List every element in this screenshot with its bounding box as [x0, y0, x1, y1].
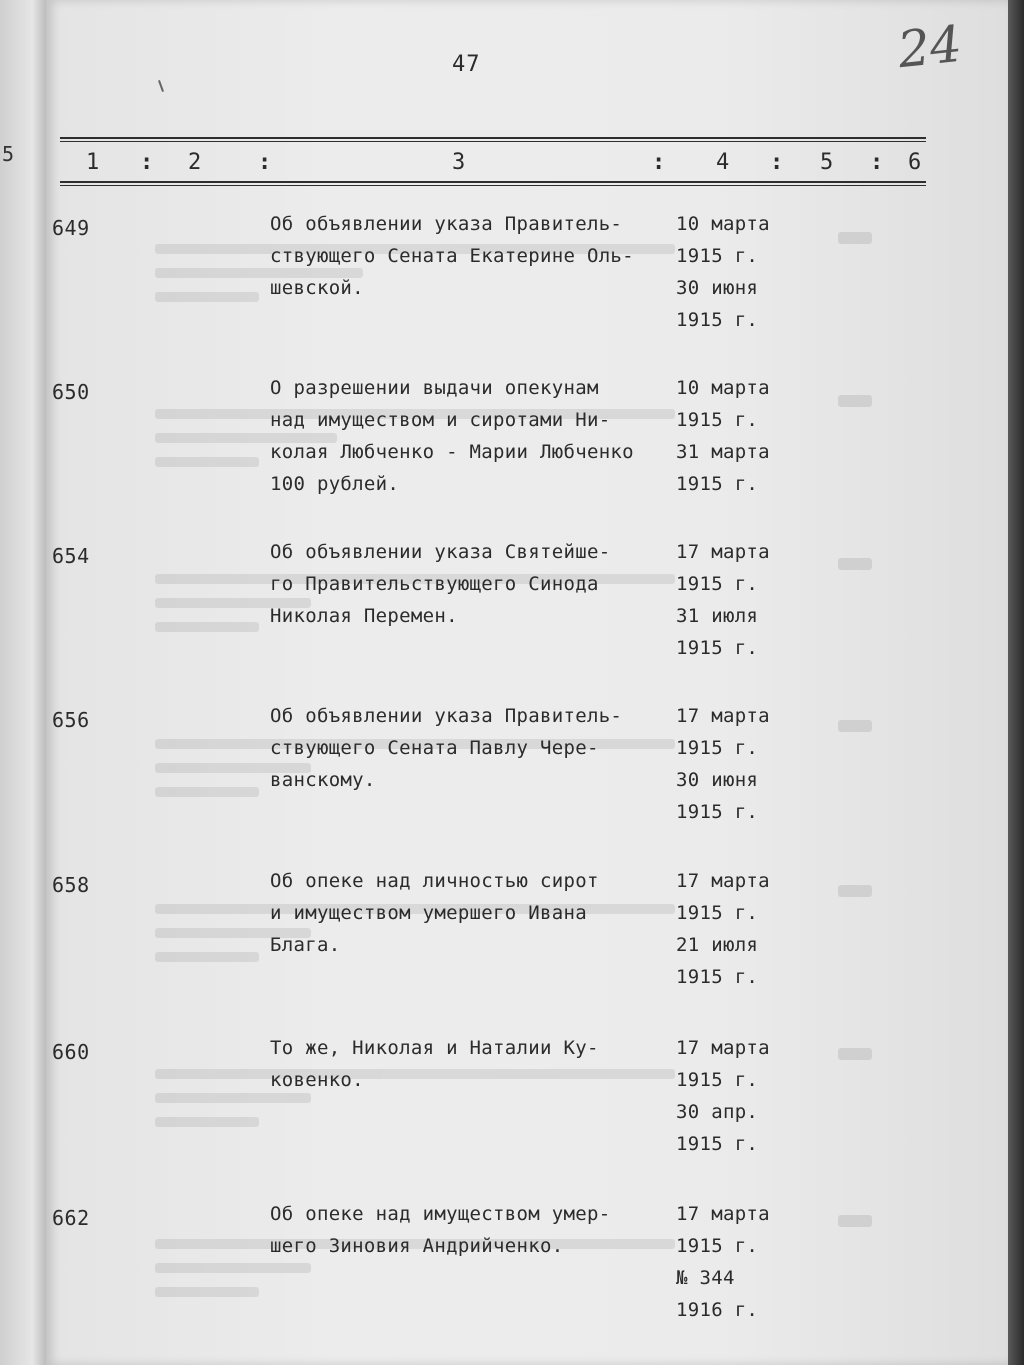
entry-dates: 17 марта 1915 г. 30 апр. 1915 г. — [676, 1037, 770, 1155]
entry-description: Об опеке над личностью сирот и имуществом умершего Ивана Блага. — [270, 870, 599, 956]
bleed-through-number — [838, 1215, 872, 1227]
entry-dates: 10 марта 1915 г. 31 марта 1915 г. — [676, 377, 770, 495]
archive-folio-number: 24 — [895, 14, 965, 80]
entry-dates: 17 марта 1915 г. 21 июля 1915 г. — [676, 870, 770, 988]
column-header-4: 4 — [716, 150, 730, 175]
document-page — [46, 0, 1008, 1365]
column-separator: : — [258, 150, 272, 175]
column-header-1: 1 — [86, 150, 100, 175]
entry-number: 649 — [52, 216, 90, 240]
bleed-through-number — [838, 1048, 872, 1060]
column-separator: : — [870, 150, 884, 175]
entry-number: 650 — [52, 380, 90, 404]
entry-dates: 10 марта 1915 г. 30 июня 1915 г. — [676, 213, 770, 331]
column-header-6: 6 — [908, 150, 922, 175]
left-page-number: 5 — [2, 142, 15, 166]
entry-dates: 17 марта 1915 г. 30 июня 1915 г. — [676, 705, 770, 823]
entry-description: О разрешении выдачи опекунам над имуществом и сиротами Ни- колая Любченко - Марии Любченко 100 рублей. — [270, 377, 634, 495]
entry-number: 656 — [52, 708, 90, 732]
entry-dates: 17 марта 1915 г. № 344 1916 г. — [676, 1203, 770, 1321]
bleed-through-number — [838, 232, 872, 244]
bleed-through-number — [838, 558, 872, 570]
left-page-edge — [0, 0, 46, 1365]
entry-dates: 17 марта 1915 г. 31 июля 1915 г. — [676, 541, 770, 659]
header-rule-top — [60, 137, 926, 139]
page-number: 47 — [452, 52, 481, 77]
entry-description: Об объявлении указа Правитель- ствующего Сената Екатерине Оль- шевской. — [270, 213, 634, 299]
header-rule-bottom-thin — [60, 185, 926, 186]
entry-description: То же, Николая и Наталии Ку- ковенко. — [270, 1037, 599, 1091]
bleed-through-number — [838, 395, 872, 407]
bleed-through-number — [838, 885, 872, 897]
column-header-5: 5 — [820, 150, 834, 175]
column-header-2: 2 — [188, 150, 202, 175]
entry-number: 662 — [52, 1206, 90, 1230]
entry-number: 658 — [52, 873, 90, 897]
entry-number: 660 — [52, 1040, 90, 1064]
entry-number: 654 — [52, 544, 90, 568]
entry-description: Об опеке над имуществом умер- шего Зиновия Андрийченко. — [270, 1203, 611, 1257]
entry-description: Об объявлении указа Святейше- го Правительствующего Синода Николая Перемен. — [270, 541, 611, 627]
header-rule-bottom — [60, 181, 926, 183]
bleed-through-number — [838, 720, 872, 732]
column-header-3: 3 — [452, 150, 466, 175]
column-separator: : — [652, 150, 666, 175]
column-separator: : — [140, 150, 154, 175]
right-page-edge — [1008, 0, 1024, 1365]
header-rule-top-thin — [60, 141, 926, 142]
entry-description: Об объявлении указа Правитель- ствующего Сената Павлу Чере- ванскому. — [270, 705, 623, 791]
column-separator: : — [770, 150, 784, 175]
